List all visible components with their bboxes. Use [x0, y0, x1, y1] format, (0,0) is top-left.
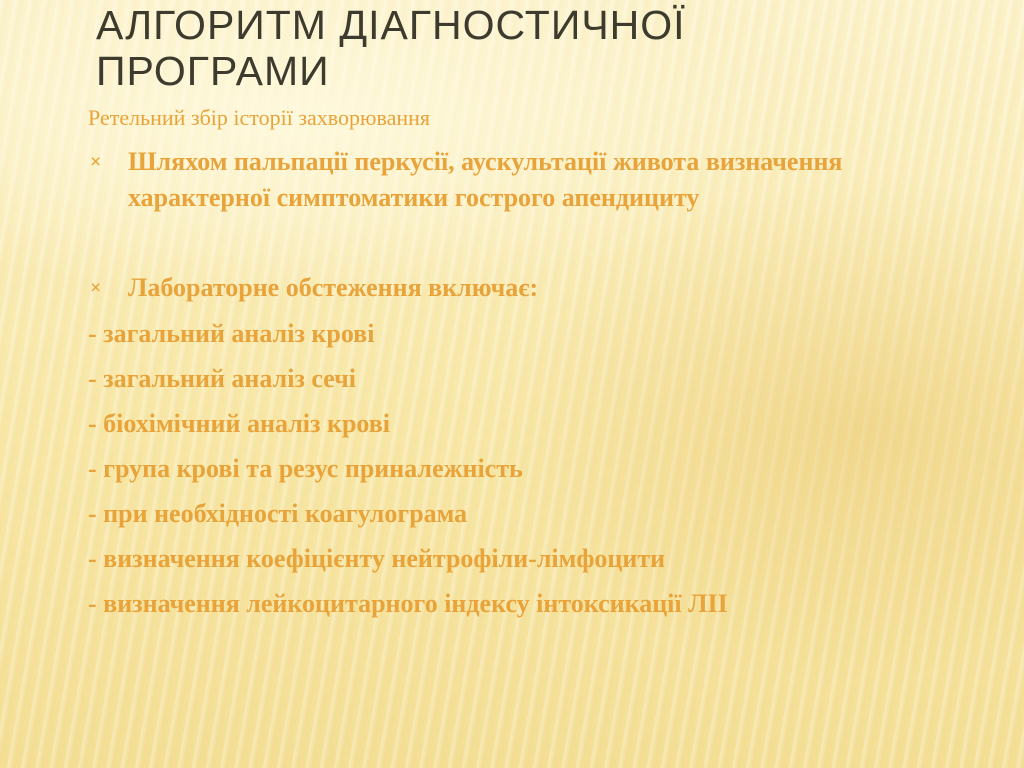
lab-item: - визначення лейкоцитарного індексу інтоксикації ЛІІ	[88, 589, 728, 618]
bullet-text: Шляхом пальпації перкусії, аускультації живота визначення характерної симптоматики гострого апендициту	[128, 147, 843, 212]
bullet-item-palpation	[88, 144, 988, 216]
lab-item: - визначення коефіцієнту нейтрофіли-лімфоцити	[88, 544, 666, 573]
bullet-item-lab	[88, 270, 988, 306]
slide-title: АЛГОРИТМ ДІАГНОСТИЧНОЇ ПРОГРАМИ	[96, 2, 686, 94]
x-bullet-icon: ×	[90, 277, 102, 299]
bullet-text: Лабораторне обстеження включає:	[128, 273, 539, 302]
x-bullet-icon: ×	[90, 151, 102, 173]
slide-content	[88, 100, 988, 622]
lab-item: - група крові та резус приналежність	[88, 454, 523, 483]
lab-item: - загальний аналіз крові	[88, 319, 375, 348]
intro-text: Ретельний збір історії захворювання	[88, 105, 430, 130]
lab-item: - загальний аналіз сечі	[88, 364, 357, 393]
lab-item: - при необхідності коагулограма	[88, 499, 468, 528]
lab-item: - біохімічний аналіз крові	[88, 409, 391, 438]
